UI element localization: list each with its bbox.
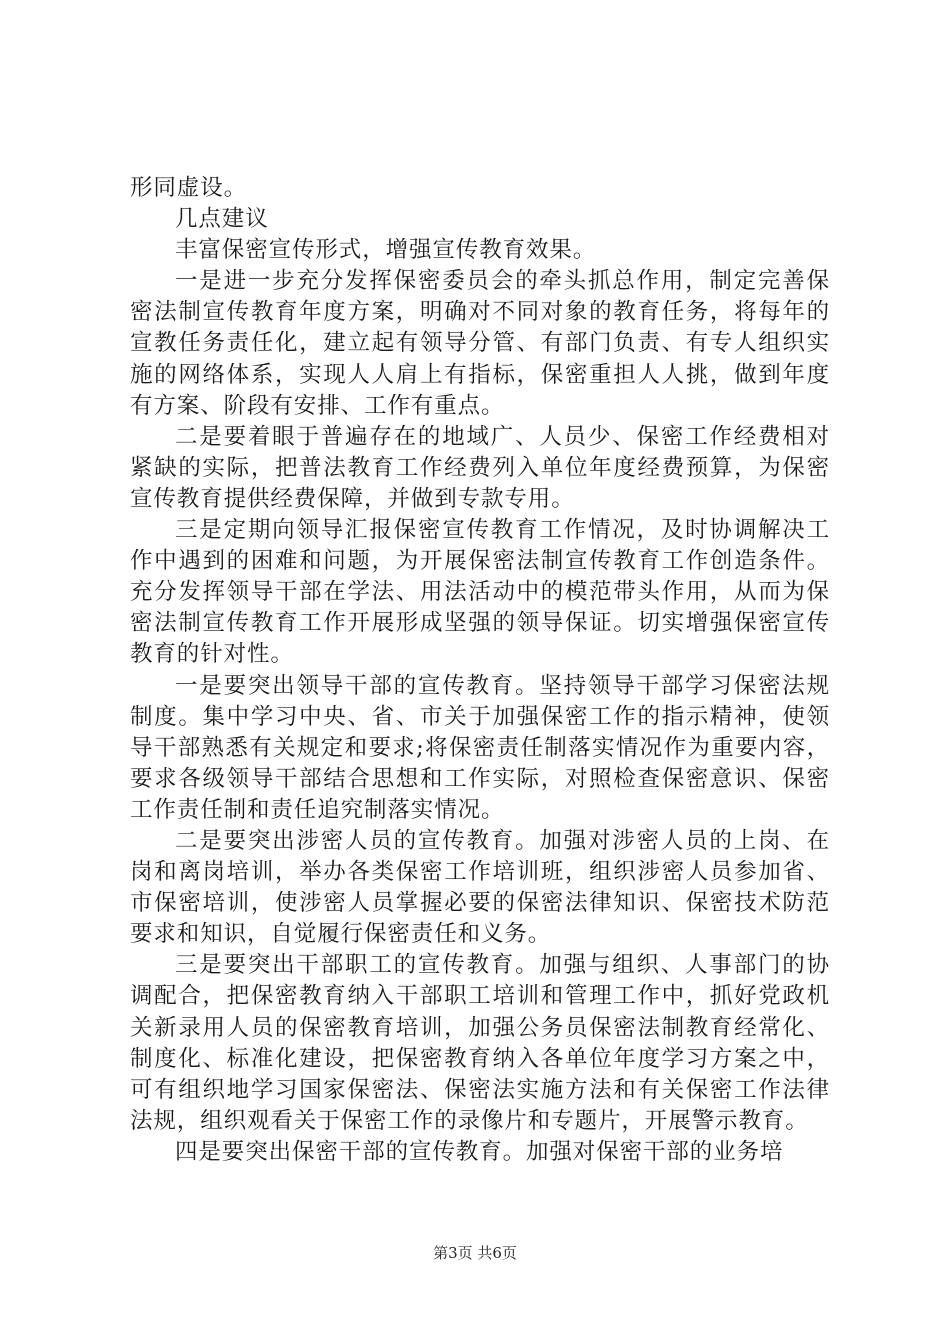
section-heading-suggestions: 几点建议 <box>175 206 269 233</box>
subheading-propaganda-forms: 丰富保密宣传形式，增强宣传教育效果。 <box>175 237 597 264</box>
paragraph-9: 三是要突出干部职工的宣传教育。加强与组织、人事部门的协调配合，把保密教育纳入干部职工培训和管理工作中，抓好党政机关新录用人员的保密教育培训，加强公务员保密法制教育经常化、制度化、标准化建设，把保密教育纳入各单位年度学习方案之中，可有组织地学习国家保密法、保密法实施方法和有关保密工作法律法规，组织观看关于保密工作的录像片和专题片，开展警示教育。 <box>130 952 830 1134</box>
page-number-footer: 第3页 共6页 <box>433 1244 517 1262</box>
paragraph-7: 一是要突出领导干部的宣传教育。坚持领导干部学习保密法规制度。集中学习中央、省、市关于加强保密工作的指示精神，使领导干部熟悉有关规定和要求;将保密责任制落实情况作为重要内容，要求各级领导干部结合思想和工作实际，对照检查保密意识、保密工作责任制和责任追究制落实情况。 <box>130 672 830 823</box>
paragraph-1: 形同虚设。 <box>130 175 248 201</box>
document-body <box>130 173 830 1168</box>
paragraph-8: 二是要突出涉密人员的宣传教育。加强对涉密人员的上岗、在岗和离岗培训，举办各类保密工作培训班，组织涉密人员参加省、市保密培训，使涉密人员掌握必要的保密法律知识、保密技术防范要求和知识，自觉履行保密责任和义务。 <box>130 827 830 948</box>
paragraph-4: 一是进一步充分发挥保密委员会的牵头抓总作用，制定完善保密法制宣传教育年度方案，明确对不同对象的教育任务，将每年的宣教任务责任化，建立起有领导分管、有部门负责、有专人组织实施的网络体系，实现人人肩上有指标，保密重担人人挑，做到年度有方案、阶段有安排、工作有重点。 <box>130 268 830 419</box>
paragraph-6: 三是定期向领导汇报保密宣传教育工作情况，及时协调解决工作中遇到的困难和问题，为开展保密法制宣传教育工作创造条件。充分发挥领导干部在学法、用法活动中的模范带头作用，从而为保密法制宣传教育工作开展形成坚强的领导保证。切实增强保密宣传教育的针对性。 <box>130 517 830 668</box>
paragraph-10: 四是要突出保密干部的宣传教育。加强对保密干部的业务培 <box>175 1138 784 1165</box>
paragraph-5: 二是要着眼于普遍存在的地域广、人员少、保密工作经费相对紧缺的实际，把普法教育工作经费列入单位年度经费预算，为保密宣传教育提供经费保障，并做到专款专用。 <box>130 423 830 512</box>
